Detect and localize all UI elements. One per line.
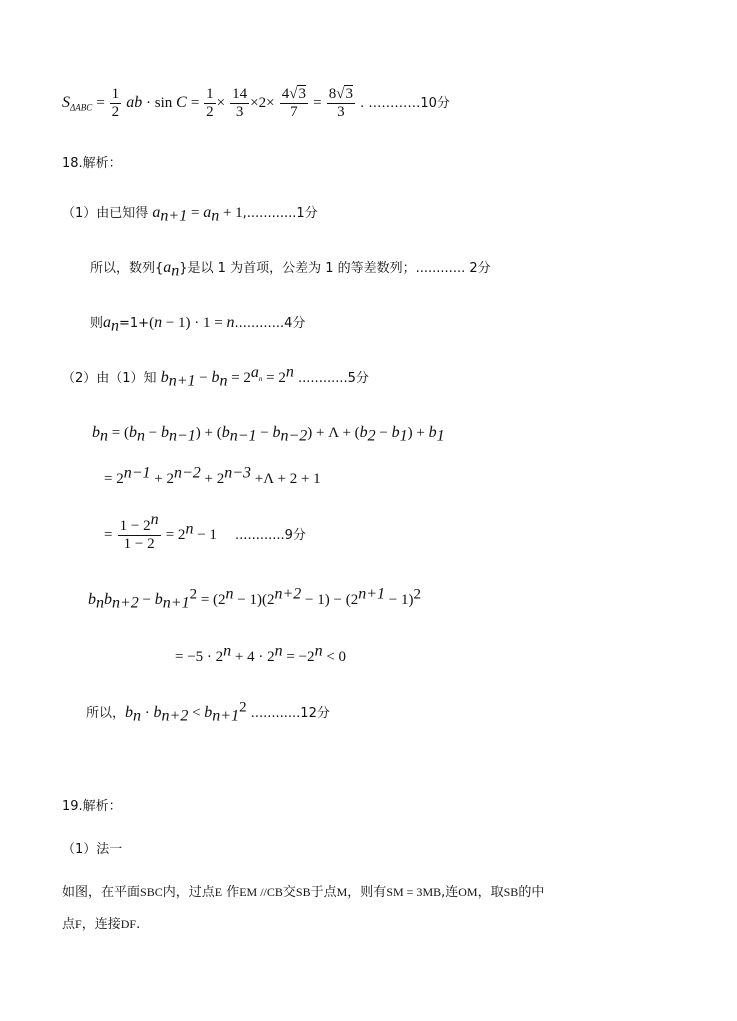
part-1-line: （1）由已知得 $a_{n+1} = a_n + 1,............1$分 bbox=[62, 204, 318, 225]
geometry-paragraph-line-1: 如图，在平面SBC内，过点E 作EM //CB交SB于点M，则有SM = 3MB,连OM，取SB的中 bbox=[62, 885, 545, 900]
sequence-statement: 所以，数列$\{a_n\}$是以 1 为首项，公差为 1 的等差数列；............ 2分 bbox=[90, 259, 491, 280]
simplified-difference: = $-5 \cdot 2^n + 4 \cdot 2^n = -2^n < 0$ bbox=[175, 642, 347, 665]
section-18-title: 18.解析： bbox=[62, 156, 122, 171]
section-19-title: 19.解析： bbox=[62, 799, 122, 814]
telescoping-sum: $b_n = (b_n - b_{n-1}) + (b_{n-1} - b_{n-2}) + \Lambda + (b_2 - b_1) + b_1$ bbox=[92, 424, 445, 445]
area-formula-line: $S_{\Delta ABC}$ = $\frac{1}{2}$ ab · sin C = $\frac{1}{2}$ × $\frac{14}{3}$ ×2× $\frac{4√3}{7}$ = $\frac{8√3}{3}$ . …………10分 bbox=[62, 86, 450, 120]
power-sum: = $2^{n-1} + 2^{n-2} + 2^{n-3} +\Lambda + 2 + 1$ bbox=[104, 464, 321, 487]
product-difference: $b_nb_{n+2} - b_{n+1}^2 = (2^n - 1)(2^{n+2} - 1) - (2^{n+1} - 1)^2$ bbox=[88, 585, 421, 612]
conclusion-line: 所以，$b_n \cdot b_{n+2} < b_{n+1}^2$ ............12分 bbox=[86, 699, 330, 725]
geometric-sum: = $\frac{1 - 2^n}{1 - 2}$ = $2^n - 1$ ............9分 bbox=[104, 511, 306, 552]
score-10: . …………10分 bbox=[360, 96, 450, 111]
general-term-line: 则$a_n=1+(n - 1) \cdot 1 = n............4$分 bbox=[90, 314, 306, 335]
method-one-label: （1）法一 bbox=[62, 842, 123, 857]
geometry-paragraph-line-2: 点F，连接DF. bbox=[62, 917, 141, 932]
part-2-line: （2）由（1）知 $b_{n+1} - b_n = 2^{a_n} = 2^n$ ............5分 bbox=[62, 363, 369, 390]
